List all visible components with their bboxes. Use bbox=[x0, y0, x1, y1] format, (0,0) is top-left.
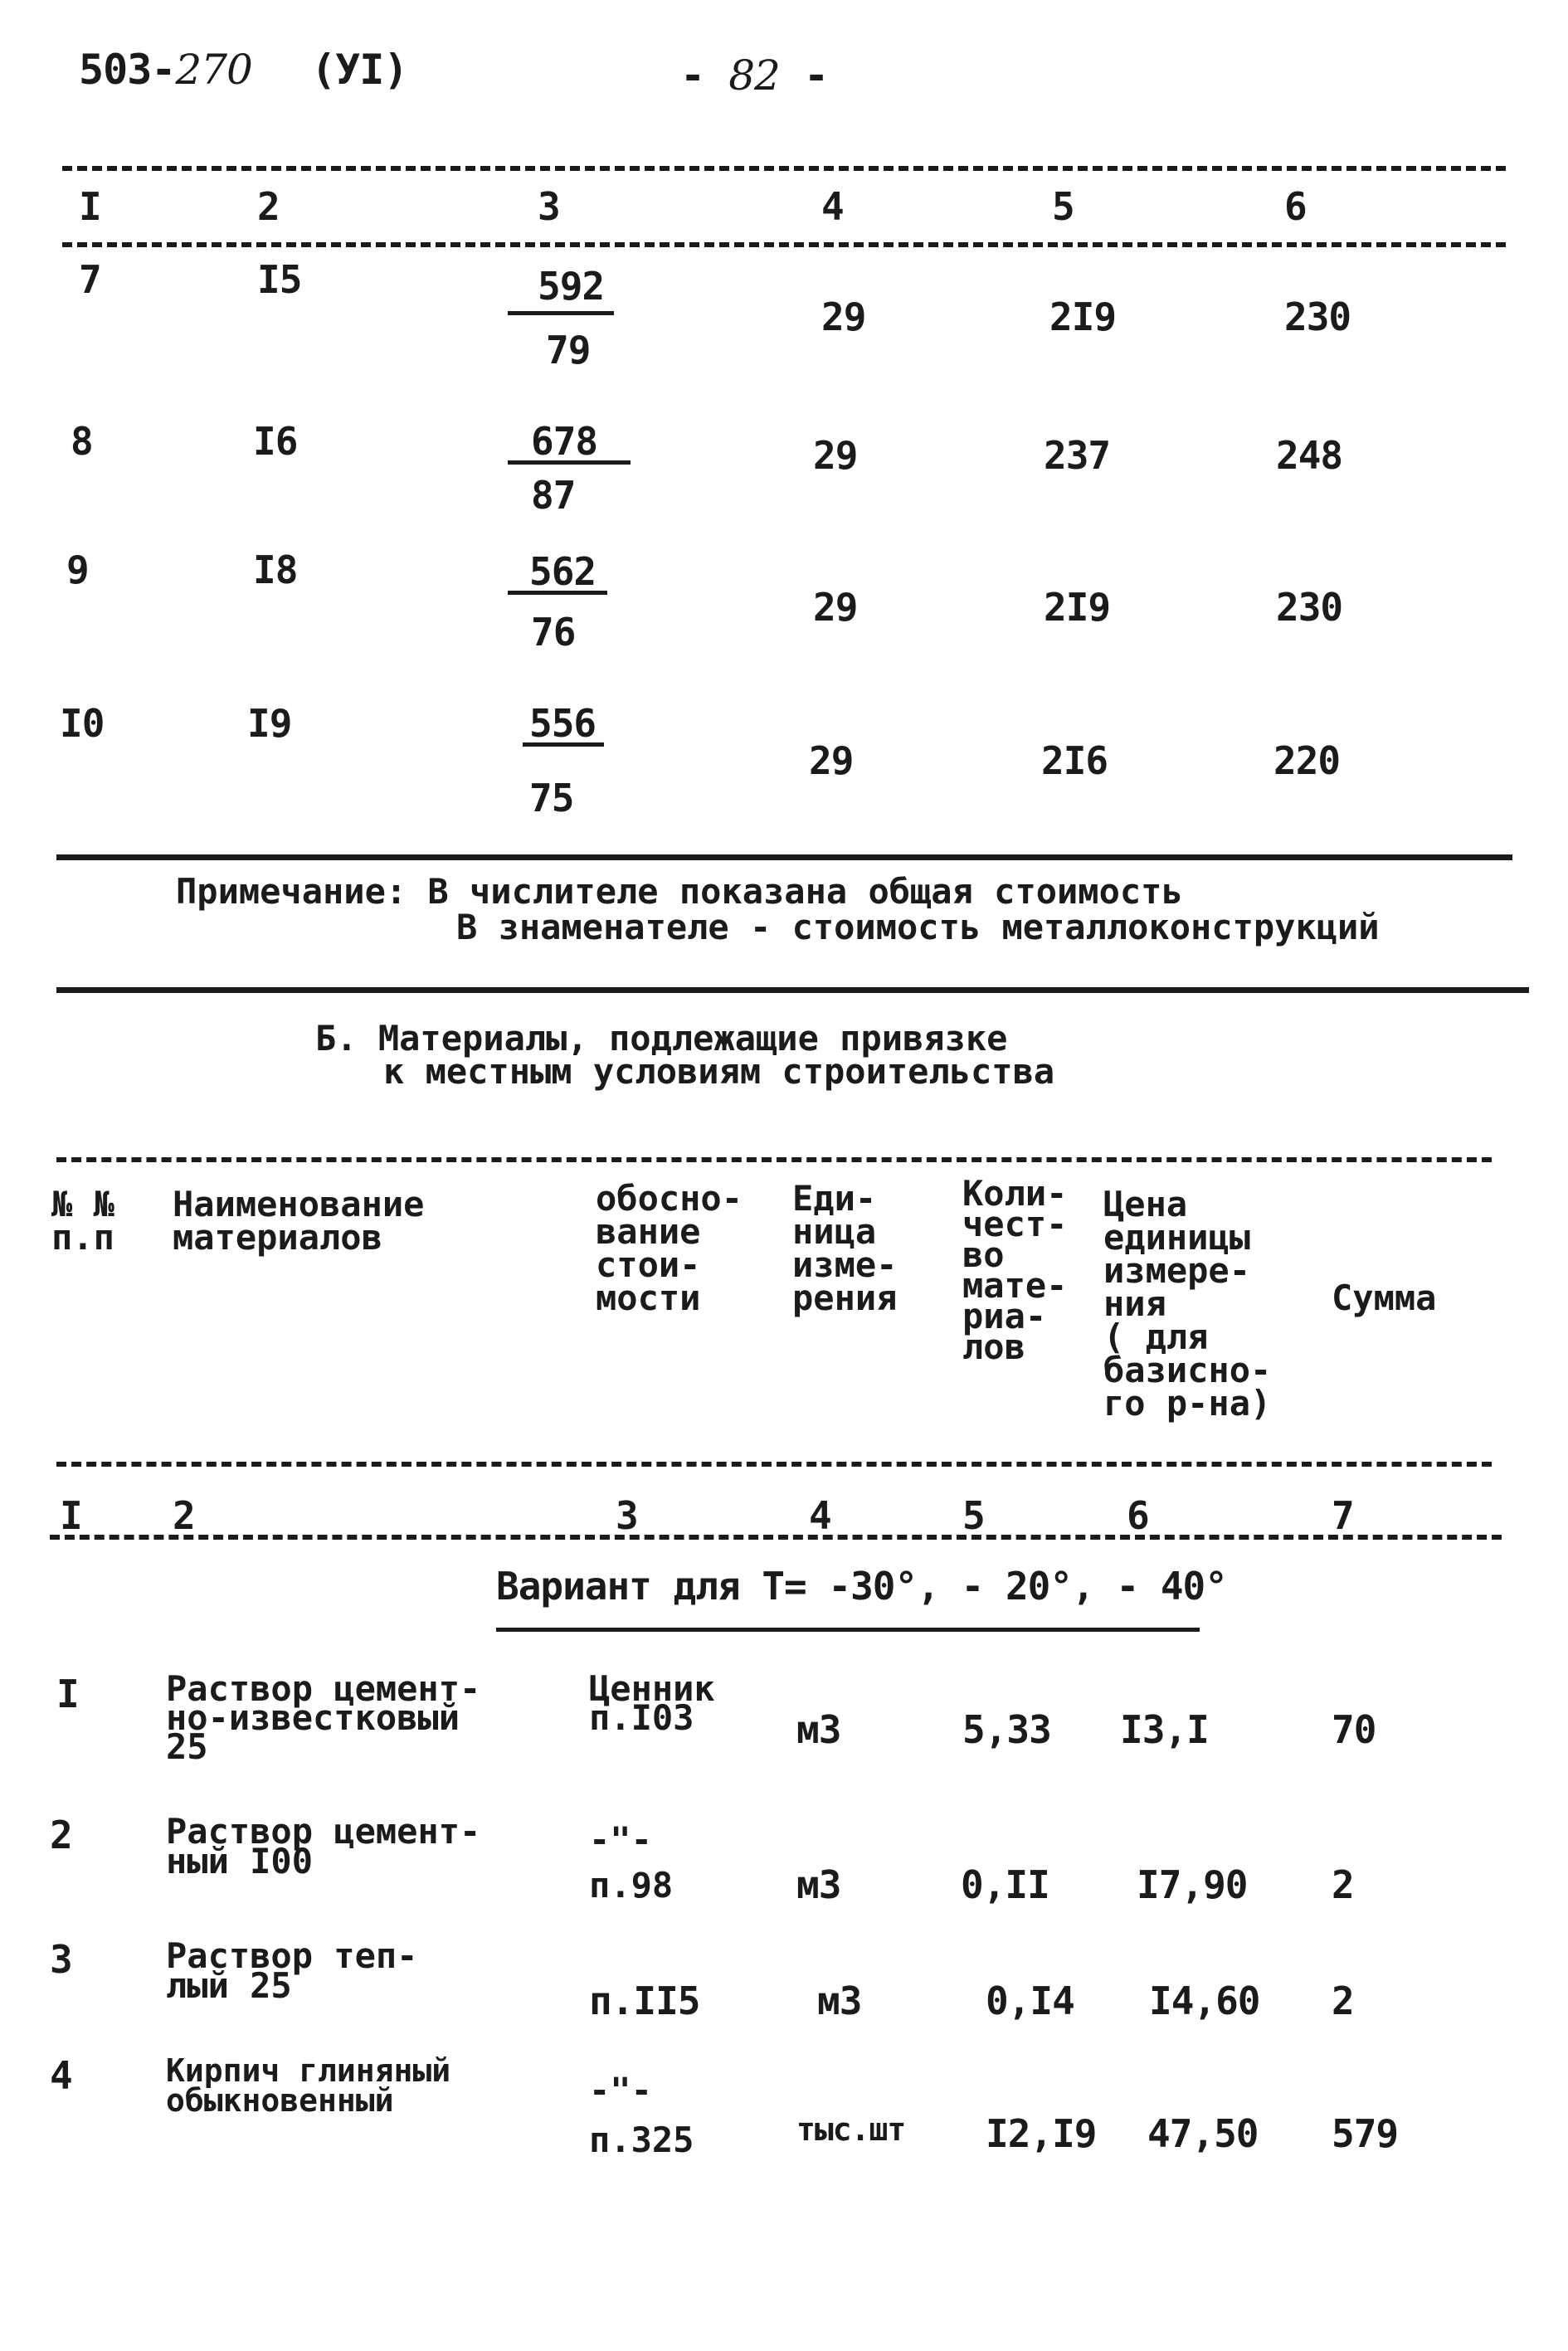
table2-colnum-5: 5 bbox=[962, 1493, 985, 1538]
document-code: 503-270 bbox=[79, 46, 252, 94]
table1-row-3-c4: 29 bbox=[813, 585, 858, 630]
table1-row-1-fraction-bar bbox=[508, 311, 614, 315]
table1-row-1-c2: I5 bbox=[257, 257, 302, 302]
table1-col-1: I bbox=[79, 184, 101, 229]
table1-row-2-numerator: 678 bbox=[531, 419, 598, 464]
table1-row-3-c2: I8 bbox=[253, 548, 298, 592]
table1-row-3-c5: 2I9 bbox=[1044, 585, 1111, 630]
material-row-4-unit: тыс.шт bbox=[796, 2111, 906, 2148]
table2-colnum-6: 6 bbox=[1127, 1493, 1149, 1538]
material-row-4-price: 47,50 bbox=[1147, 2111, 1259, 2156]
table2-colnum-4: 4 bbox=[809, 1493, 831, 1538]
material-row-3-unit: м3 bbox=[817, 1979, 862, 2023]
table1-row-4-c6: 220 bbox=[1273, 738, 1341, 783]
table1-col-2: 2 bbox=[257, 184, 280, 229]
material-row-4-name: Кирпич глиняный обыкновенный bbox=[166, 2052, 451, 2119]
header-col-number: № № п.п bbox=[51, 1184, 114, 1258]
material-row-1-name: Раствор цемент- но-известковый 25 bbox=[166, 1668, 481, 1767]
table1-top-rule bbox=[62, 166, 1506, 171]
table1-row-1-denominator: 79 bbox=[546, 328, 591, 372]
table1-row-3-c6: 230 bbox=[1276, 585, 1343, 630]
material-row-1-number: I bbox=[56, 1672, 79, 1716]
document-series: (УI) bbox=[311, 46, 408, 94]
table1-col-4: 4 bbox=[821, 184, 844, 229]
material-row-2-unit: м3 bbox=[796, 1862, 841, 1907]
table1-row-1-c1: 7 bbox=[79, 257, 101, 302]
material-row-1-quantity: 5,33 bbox=[962, 1707, 1051, 1752]
material-row-2-name: Раствор цемент- ный I00 bbox=[166, 1811, 481, 1881]
variant-heading: Вариант для Т= -30°, - 20°, - 40° bbox=[496, 1564, 1227, 1609]
table1-col-5: 5 bbox=[1052, 184, 1074, 229]
material-row-3-quantity: 0,I4 bbox=[986, 1979, 1074, 2023]
material-row-2-quantity: 0,II bbox=[961, 1862, 1049, 1907]
variant-underline bbox=[496, 1628, 1200, 1632]
table1-row-2-c6: 248 bbox=[1276, 433, 1343, 478]
header-col-sum: Сумма bbox=[1332, 1278, 1437, 1318]
material-row-2-number: 2 bbox=[50, 1813, 72, 1857]
table1-row-2-c2: I6 bbox=[253, 419, 298, 464]
table1-row-3-c1: 9 bbox=[66, 548, 89, 592]
header-col-basis: обосно- вание стои- мости bbox=[596, 1178, 743, 1318]
table1-row-4-denominator: 75 bbox=[529, 776, 574, 820]
table1-row-4-numerator: 556 bbox=[529, 701, 597, 746]
table1-row-4-c5: 2I6 bbox=[1041, 738, 1108, 783]
table1-row-2-fraction-bar bbox=[508, 460, 631, 465]
material-row-4-number: 4 bbox=[50, 2053, 72, 2098]
header-col-unit: Еди- ница изме- рения bbox=[792, 1178, 898, 1318]
table2-colnum-1: I bbox=[60, 1493, 82, 1538]
header-col-price: Цена единицы измере- ния ( для базисно- го р-на) bbox=[1103, 1184, 1272, 1424]
table1-row-3-numerator: 562 bbox=[529, 549, 597, 594]
material-row-1-sum: 70 bbox=[1332, 1707, 1376, 1752]
material-row-3-basis: п.II5 bbox=[589, 1979, 700, 2023]
section-title-line-1: Б. Материалы, подлежащие привязке bbox=[315, 1018, 1008, 1059]
material-row-1-price: I3,I bbox=[1120, 1707, 1209, 1752]
table1-row-3-denominator: 76 bbox=[531, 610, 576, 655]
material-row-3-number: 3 bbox=[50, 1937, 72, 1982]
material-row-4-basis: -"- п.325 bbox=[589, 2070, 694, 2160]
table2-colnum-3: 3 bbox=[616, 1493, 638, 1538]
table1-row-4-c4: 29 bbox=[809, 738, 854, 783]
header-col-quantity: Коли- чест- во мате- риа- лов bbox=[962, 1173, 1068, 1367]
material-row-3-sum: 2 bbox=[1332, 1979, 1354, 2023]
material-row-2-basis: -"- п.98 bbox=[589, 1819, 674, 1906]
material-row-1-basis: Ценник п.I03 bbox=[589, 1668, 715, 1738]
material-row-3-price: I4,60 bbox=[1149, 1979, 1260, 2023]
material-row-4-sum: 579 bbox=[1332, 2111, 1399, 2156]
note-bottom-rule bbox=[56, 987, 1529, 993]
note-line-1: Примечание: В числителе показана общая стоимость bbox=[176, 871, 1183, 912]
page-number: - 82 - bbox=[680, 51, 829, 100]
table1-row-1-numerator: 592 bbox=[538, 264, 605, 309]
table1-col-3: 3 bbox=[538, 184, 560, 229]
table1-row-1-c6: 230 bbox=[1284, 294, 1351, 339]
table2-colnum-7: 7 bbox=[1332, 1493, 1354, 1538]
table2-top-rule bbox=[56, 1157, 1492, 1162]
material-row-4-quantity: I2,I9 bbox=[986, 2111, 1097, 2156]
section-title-line-2: к местным условиям строительства bbox=[383, 1051, 1055, 1092]
table1-row-2-denominator: 87 bbox=[531, 473, 576, 518]
table1-col-6: 6 bbox=[1284, 184, 1307, 229]
table1-bottom-rule bbox=[56, 854, 1512, 860]
header-col-name: Наименование материалов bbox=[173, 1184, 425, 1258]
table2-colnum-rule bbox=[50, 1535, 1502, 1540]
note-line-2: В знаменателе - стоимость металлоконструкций bbox=[456, 907, 1380, 947]
table1-row-4-c2: I9 bbox=[247, 701, 292, 746]
material-row-3-name: Раствор теп- лый 25 bbox=[166, 1935, 418, 2006]
table1-row-2-c1: 8 bbox=[71, 419, 93, 464]
table1-row-1-c4: 29 bbox=[821, 294, 866, 339]
material-row-2-sum: 2 bbox=[1332, 1862, 1354, 1907]
table1-row-2-c4: 29 bbox=[813, 433, 858, 478]
table1-row-3-fraction-bar bbox=[508, 591, 607, 595]
table1-row-2-c5: 237 bbox=[1044, 433, 1111, 478]
table1-header-rule bbox=[62, 242, 1506, 247]
table2-header-rule bbox=[56, 1462, 1492, 1467]
table1-row-4-c1: I0 bbox=[60, 701, 105, 746]
table1-row-1-c5: 2I9 bbox=[1049, 294, 1117, 339]
table2-colnum-2: 2 bbox=[173, 1493, 195, 1538]
material-row-1-unit: м3 bbox=[796, 1707, 841, 1752]
material-row-2-price: I7,90 bbox=[1137, 1862, 1248, 1907]
table1-row-4-fraction-bar bbox=[523, 742, 604, 747]
